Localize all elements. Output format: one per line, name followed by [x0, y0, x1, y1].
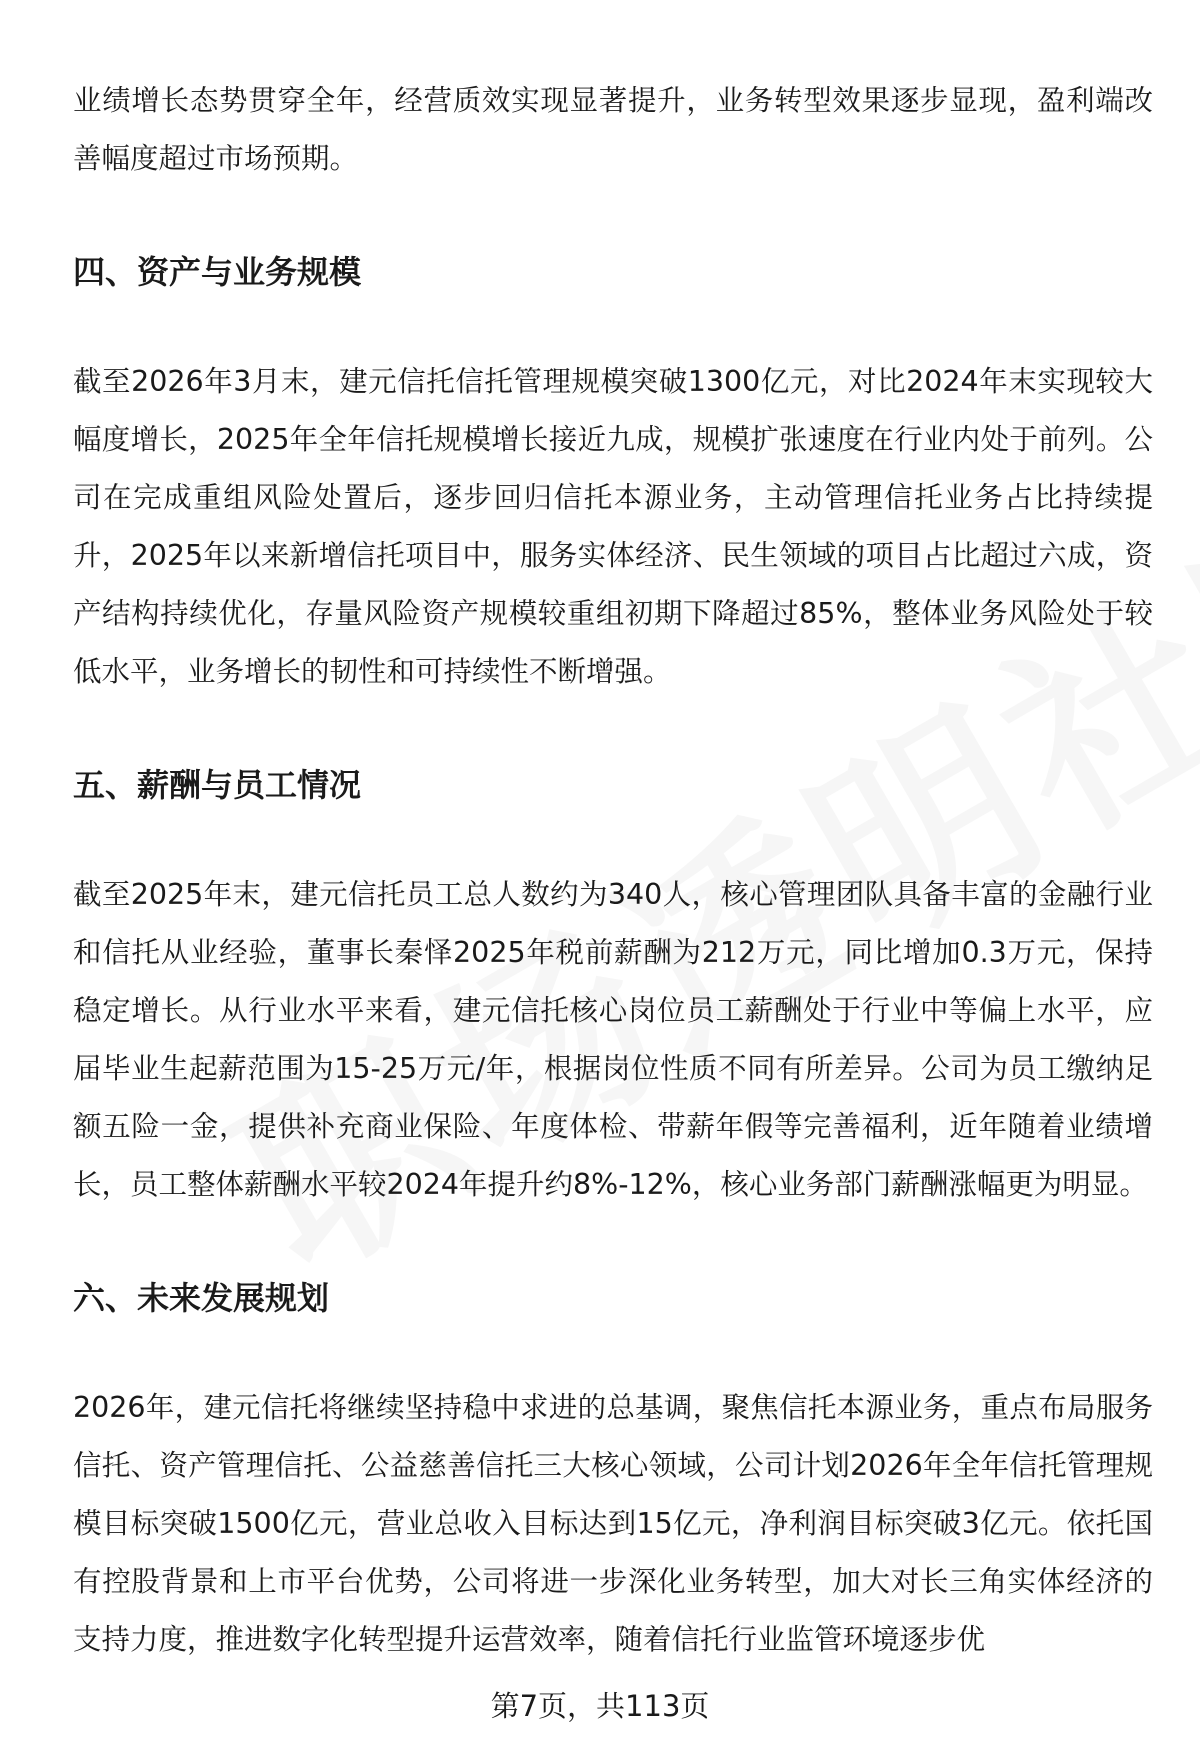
section-heading-salary: 五、薪酬与员工情况	[73, 766, 362, 804]
spacer	[73, 301, 1153, 353]
section-heading-assets: 四、资产与业务规模	[73, 253, 362, 291]
section-heading-future: 六、未来发展规划	[73, 1279, 330, 1317]
page-number: 第7页，共113页	[490, 1689, 710, 1723]
paragraph-future: 2026年，建元信托将继续坚持稳中求进的总基调，聚焦信托本源业务，重点布局服务信托、资产管理信托、公益慈善信托三大核心领域，公司计划2026年全年信托管理规模目标突破1500亿元，营业总收入目标达到15亿元，净利润目标突破3亿元。依托国有控股背景和上市平台优势，公司将进一步深化业务转型，加大对长三角实体经济的支持力度，推进数字化转型提升运营效率，随着信托行业监管环境逐步优	[73, 1391, 1153, 1656]
spacer	[73, 1214, 1153, 1269]
document-body	[73, 72, 1153, 1669]
spacer	[73, 701, 1153, 756]
spacer	[73, 814, 1153, 866]
paragraph-assets: 截至2026年3月末，建元信托信托管理规模突破1300亿元，对比2024年末实现较大幅度增长，2025年全年信托规模增长接近九成，规模扩张速度在行业内处于前列。公司在完成重组风险处置后，逐步回归信托本源业务，主动管理信托业务占比持续提升，2025年以来新增信托项目中，服务实体经济、民生领域的项目占比超过六成，资产结构持续优化，存量风险资产规模较重组初期下降超过85%，整体业务风险处于较低水平，业务增长的韧性和可持续性不断增强。	[73, 365, 1153, 688]
spacer	[73, 1327, 1153, 1379]
spacer	[73, 188, 1153, 243]
paragraph-intro: 业绩增长态势贯穿全年，经营质效实现显著提升，业务转型效果逐步显现，盈利端改善幅度超过市场预期。	[73, 84, 1153, 175]
paragraph-salary: 截至2025年末，建元信托员工总人数约为340人，核心管理团队具备丰富的金融行业和信托从业经验，董事长秦怿2025年税前薪酬为212万元，同比增加0.3万元，保持稳定增长。从行业水平来看，建元信托核心岗位员工薪酬处于行业中等偏上水平，应届毕业生起薪范围为15-25万元/年，根据岗位性质不同有所差异。公司为员工缴纳足额五险一金，提供补充商业保险、年度体检、带薪年假等完善福利，近年随着业绩增长，员工整体薪酬水平较2024年提升约8%-12%，核心业务部门薪酬涨幅更为明显。	[73, 878, 1153, 1201]
